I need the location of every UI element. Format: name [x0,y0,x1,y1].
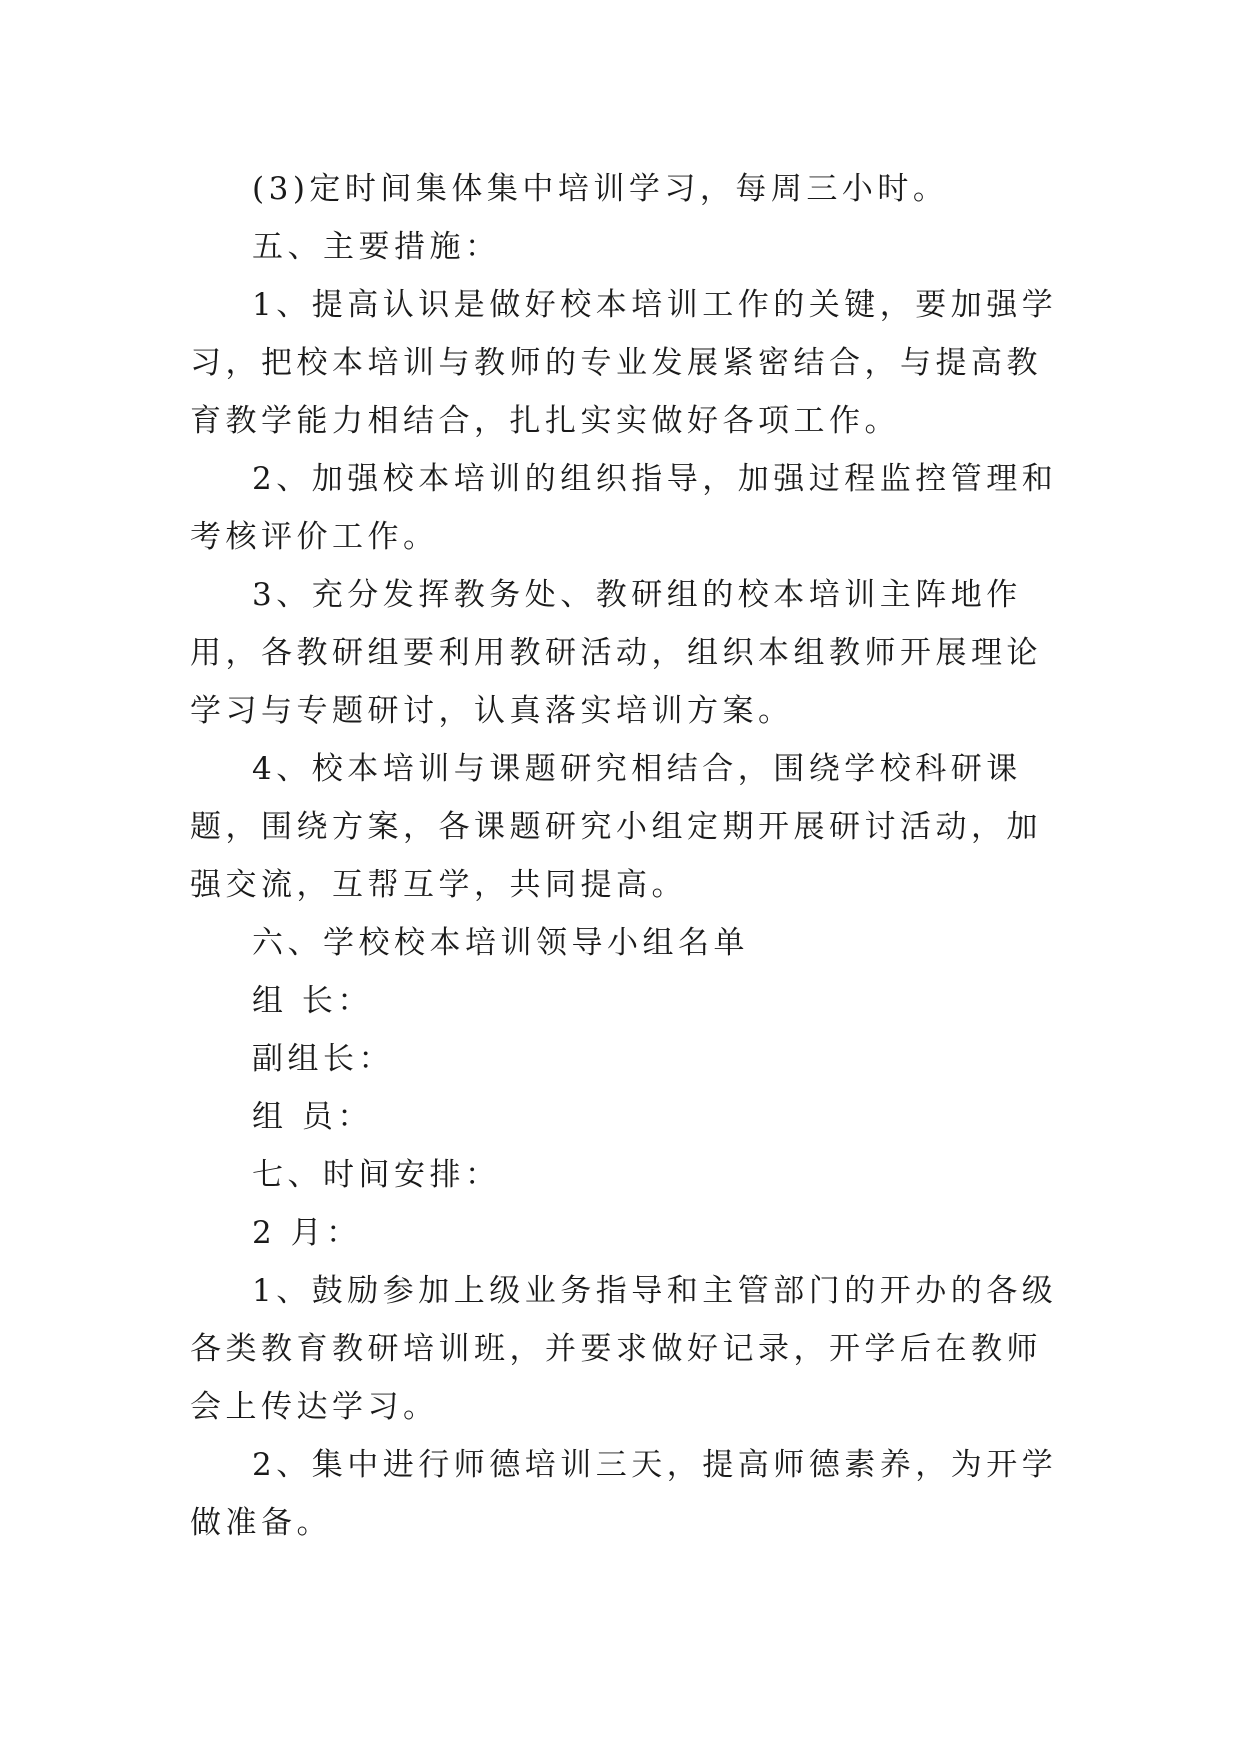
heading-leadership-group: 六、学校校本培训领导小组名单 [252,925,749,961]
heading-main-measures: 五、主要措施： [252,229,501,265]
paragraph-february-item-1: 1、鼓励参加上级业务指导和主管部门的开办的各级各类教育教研培训班，并要求做好记录，开学后在教师会上传达学习。 [190,1273,1058,1425]
field-group-members: 组 员： [252,1099,373,1135]
paragraph-measure-4: 4、校本培训与课题研究相结合，围绕学校科研课题，围绕方案，各课题研究小组定期开展研讨活动，加强交流，互帮互学，共同提高。 [190,751,1042,903]
field-group-leader: 组 长： [252,983,373,1019]
paragraph-measure-1: 1、提高认识是做好校本培训工作的关键，要加强学习，把校本培训与教师的专业发展紧密结合，与提高教育教学能力相结合，扎扎实实做好各项工作。 [190,287,1058,439]
document-body [190,160,1070,1552]
field-deputy-leader: 副组长： [252,1041,394,1077]
paragraph-measure-2: 2、加强校本培训的组织指导，加强过程监控管理和考核评价工作。 [190,461,1058,555]
paragraph-measure-3: 3、充分发挥教务处、教研组的校本培训主阵地作用，各教研组要利用教研活动，组织本组教师开展理论学习与专题研讨，认真落实培训方案。 [190,577,1042,729]
heading-time-arrangement: 七、时间安排： [252,1157,501,1193]
paragraph-training-schedule: (3)定时间集体集中培训学习，每周三小时。 [252,171,949,207]
heading-february: 2 月： [252,1215,362,1251]
paragraph-february-item-2: 2、集中进行师德培训三天，提高师德素养，为开学做准备。 [190,1447,1058,1541]
